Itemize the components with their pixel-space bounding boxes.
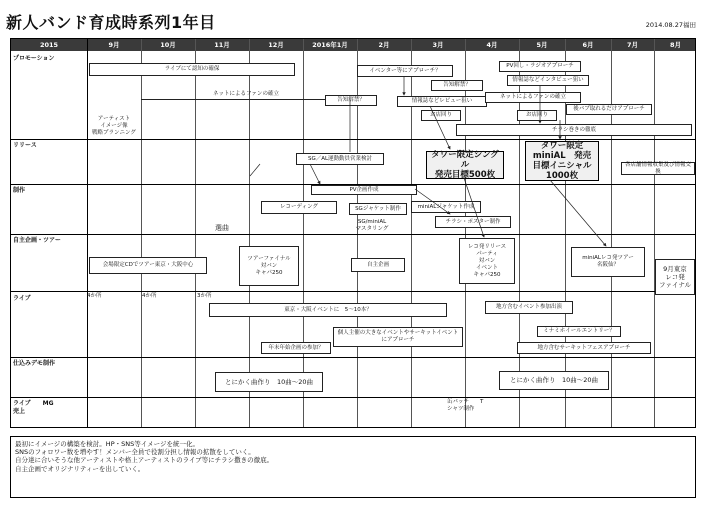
date-label: 2014.08.27福田 <box>645 21 696 29</box>
row-label-self-planning: 自主企画・ツアー <box>13 237 61 244</box>
newyear-event-box: 年末年始企画の参加？ <box>261 342 331 354</box>
net-fans-box-2: ネットによるファンの確立 <box>485 92 581 103</box>
store-info-box: 各店舗情報収集及び情報交換 <box>621 162 695 175</box>
tower-minial-box: タワー限定 miniAL 発売 目標イニシャル 1000枚 <box>525 141 599 181</box>
big-approach-box: 後バブ取れるだけアプローチ <box>566 104 652 115</box>
event-approach-box: イベンター等にアプローチ？ <box>357 65 453 77</box>
final-tokyo-box: 9月東京 レコ発 ファイナル <box>655 259 695 295</box>
col-header: 8月 <box>669 41 682 49</box>
recording-box: レコーディング <box>261 201 337 214</box>
regional-event-box: 地方含むイベント参加出演 <box>485 301 573 314</box>
sg-review-box: SG／AL運動動員営業検討 <box>296 153 384 165</box>
self-event-box: 自主企画 <box>351 258 405 272</box>
flyer-box: チラシ巻きの徹底 <box>456 124 692 136</box>
col-header: 2月 <box>378 41 390 49</box>
big-event-box: 個人主催の大きなイベントやサーキットイベント にアプローチ <box>333 327 463 347</box>
note-line: SNSのフォロワー数を増やす！メンバー全員で役割分担し情報の拡散をしていく。 <box>15 448 255 457</box>
col-header: 4月 <box>486 41 498 49</box>
net-fans-box: ネットによるファンの確立 <box>141 90 351 100</box>
songwriting-box-2: とにかく曲作り 10曲〜20曲 <box>499 371 609 390</box>
review-box: 情報誌などレビュー狙い <box>397 96 487 107</box>
col-header: 9月 <box>108 41 120 49</box>
artist-image-text: アーティスト イメージ像 戦略プランニング <box>92 116 136 136</box>
mastering-text: SG/miniAL マスタリング <box>355 219 389 232</box>
songwriting-box: とにかく曲作り 10曲〜20曲 <box>215 372 323 392</box>
flyer-poster-box: チラシ・ポスター制作 <box>435 216 511 228</box>
minial-tour-box: miniALレコ発ツアー 名阪仙？ <box>571 247 645 277</box>
live-count-oct: 4か所 <box>142 293 157 299</box>
summer-fes-box: 地方含むサーキットフェスアプローチ <box>517 342 651 354</box>
live-count-nov: 3か所 <box>197 293 212 299</box>
col-header-year: 2015 <box>39 41 59 49</box>
song-selection-text: 選曲 <box>215 224 229 232</box>
page-title: 新人バンド育成時系列1年目 <box>6 13 216 32</box>
tower-single-box: タワー限定シングル 発売目標500枚 <box>426 151 504 179</box>
col-header: 3月 <box>432 41 444 49</box>
pv-radio-box: PV回し・ラジオアプローチ <box>499 61 581 72</box>
row-label-demo: 仕込みデモ制作 <box>13 360 56 367</box>
ad-release-box: 告知解禁？ <box>431 80 483 91</box>
row-label-sales: ライブ MG 売上 <box>13 400 54 415</box>
row-label-live: ライブ <box>13 295 31 302</box>
timeline-grid <box>10 38 696 428</box>
tour-final-box: ツアーファイナル 対バン キャパ250 <box>239 246 299 286</box>
release-party-box: レコ発リリース パーティ 対バン イベント キャパ250 <box>459 238 515 284</box>
ad-release-box-2: 告知解禁？ <box>325 95 377 106</box>
minial-jacket-box: miniALジャケット作成 <box>411 201 481 213</box>
col-header: 7月 <box>626 41 639 49</box>
interview-box: 情報誌などインタビュー狙い <box>507 75 589 86</box>
note-line: 自主企画でオリジナリティーを出していく。 <box>15 464 145 473</box>
pv-planning-box: PV企画作成 <box>311 185 417 195</box>
row-label-production: 制作 <box>13 187 26 194</box>
store-visit-box: お店回り <box>421 110 461 121</box>
cd-tour-box: 会場限定CDでツアー東京・大阪中心 <box>89 257 207 274</box>
live-awareness-box: ライブにて認知の確保 <box>89 63 295 76</box>
merch-text: 缶バッチ T シャツ制作 <box>447 399 484 412</box>
live-count-sep: 4か所 <box>87 293 102 299</box>
col-header: 10月 <box>160 41 176 49</box>
col-header: 2016年1月 <box>312 41 348 49</box>
notes-box <box>10 436 696 498</box>
col-header: 12月 <box>268 41 284 49</box>
note-line: 自分達に合いそうな他アーティストや格上アーティストのライブ等にチラシ撒きの徹底。 <box>15 456 274 465</box>
row-label-release: リリース <box>13 142 37 149</box>
col-header: 11月 <box>214 41 230 49</box>
tokyo-osaka-event-box: 東京・大阪イベントに 5〜10本？ <box>209 303 447 317</box>
store-visit-box-2: お店回り <box>517 110 557 121</box>
minami-wheel-box: ミナミホイールエントリー？ <box>537 326 621 337</box>
col-header: 5月 <box>536 41 548 49</box>
note-line: 最初にイメージの構築を検討。HP・SNS等イメージを統一化。 <box>15 440 200 448</box>
sg-jacket-box: SGジャケット制作 <box>349 203 407 215</box>
col-header: 6月 <box>582 41 594 49</box>
row-label-promotion: プロモーション <box>13 55 55 62</box>
